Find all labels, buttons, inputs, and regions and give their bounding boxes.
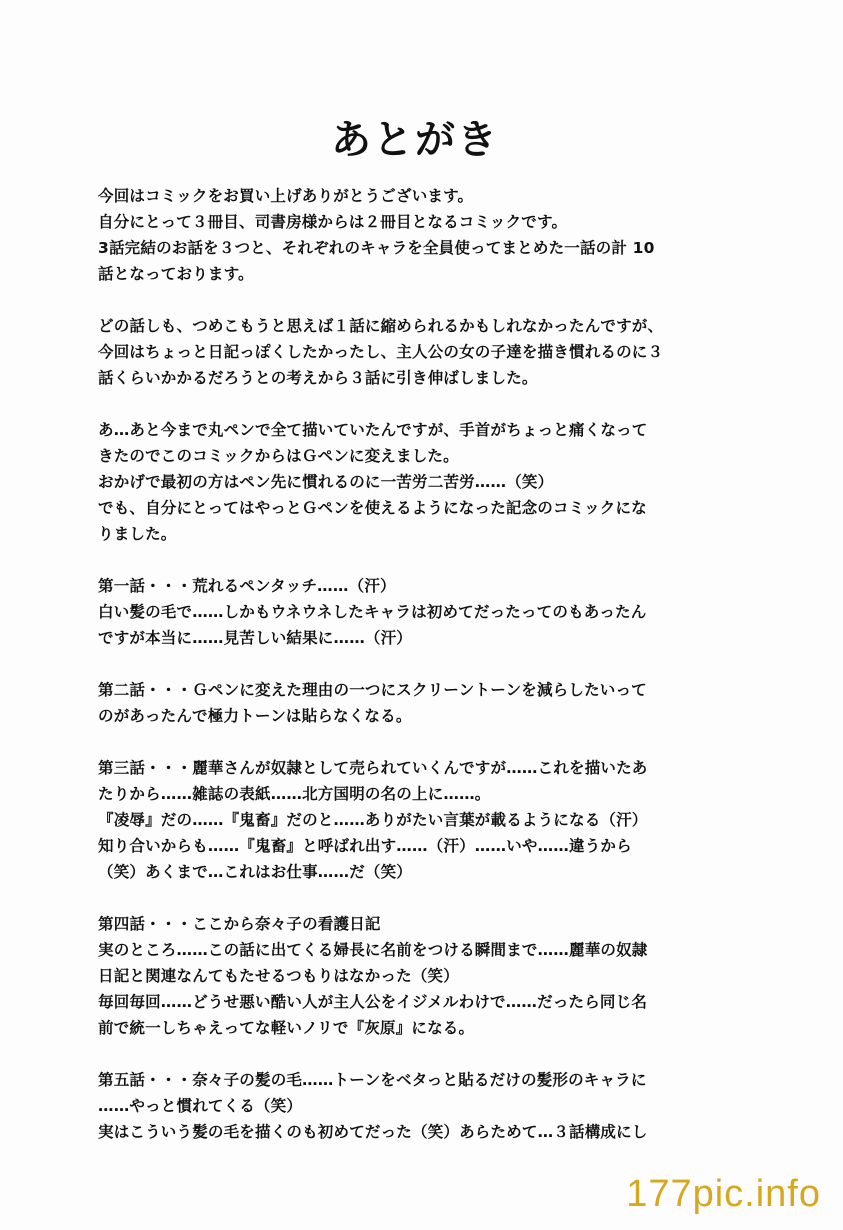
text-line: ……やっと慣れてくる（笑） [98, 1097, 303, 1115]
text-line: 第三話・・・麗華さんが奴隷として売られていくんですが……これを描いたあ [98, 759, 648, 777]
text-line: 第四話・・・ここから奈々子の看護日記 [98, 915, 381, 933]
paragraph-gap [98, 547, 738, 573]
text-line: 第一話・・・荒れるペンタッチ……（汗） [98, 577, 396, 595]
text-line: でも、自分にとってはやっとＧペンを使えるようになった記念のコミックにな [98, 499, 647, 517]
text-line: 知り合いからも……『鬼畜』と呼ばれ出す……（汗）……いや……違うから [98, 837, 632, 855]
text-line: 自分にとって３冊目、司書房様からは２冊目となるコミックです。 [98, 213, 568, 231]
text-line: 白い髪の毛で……しかもウネウネしたキャラは初めてだったってのもあったん [98, 603, 647, 621]
text-line: 日記と関連なんてもたせるつもりはなかった（笑） [98, 967, 459, 985]
paragraph-gap [98, 885, 738, 911]
text-line: あ…あと今まで丸ペンで全て描いていたんですが、手首がちょっと痛くなって [98, 421, 648, 439]
text-line: 毎回毎回……どうせ悪い酷い人が主人公をイジメルわけで……だったら同じ名 [98, 993, 648, 1011]
text-line: 話となっております。 [98, 265, 254, 283]
text-line: おかげで最初の方はペン先に慣れるのに一苦労二苦労……（笑） [98, 473, 554, 491]
afterword-body [98, 183, 738, 1145]
text-line: 実はこういう髪の毛を描くのも初めてだった（笑）あらためて…３話構成にし [98, 1123, 648, 1141]
paragraph-gap [98, 287, 738, 313]
site-watermark: 177pic.info [626, 1173, 821, 1215]
text-line: 前で統一しちゃえってな軽いノリで『灰原』になる。 [98, 1019, 475, 1037]
text-line: （笑）あくまで…これはお仕事……だ（笑） [98, 863, 413, 881]
text-line: 『凌辱』だの……『鬼畜』だのと……ありがたい言葉が載るようになる（汗） [98, 811, 648, 829]
text-line: どの話しも、つめこもうと思えば１話に縮められるかもしれなかったんですが、 [98, 317, 664, 335]
paragraph-gap [98, 729, 738, 755]
text-line: 話くらいかかるだろうとの考えから３話に引き伸ばしました。 [98, 369, 538, 387]
text-line: のがあったんで極力トーンは貼らなくなる。 [98, 707, 412, 725]
text-line: 今回はちょっと日記っぽくしたかったし、主人公の女の子達を描き慣れるのに３ [98, 343, 664, 361]
text-line: 第二話・・・Ｇペンに変えた理由の一つにスクリーントーンを減らしたいって [98, 681, 647, 699]
text-line: 3話完結のお話を３つと、それぞれのキャラを全員使ってまとめた一話の計 10 [98, 239, 655, 257]
text-line: 今回はコミックをお買い上げありがとうございます。 [98, 187, 474, 205]
text-line: たりから……雑誌の表紙……北方国明の名の上に……。 [98, 785, 491, 803]
paragraph-gap [98, 391, 738, 417]
text-line: 第五話・・・奈々子の髪の毛……トーンをベタっと貼るだけの髪形のキャラに [98, 1071, 647, 1089]
page-title: あとがき [331, 117, 499, 163]
paragraph-gap [98, 651, 738, 677]
text-line: ですが本当に……見苦しい結果に……（汗） [98, 629, 413, 647]
paragraph-gap [98, 1041, 738, 1067]
text-line: きたのでこのコミックからはＧペンに変えました。 [98, 447, 459, 465]
text-line: 実のところ……この話に出てくる婦長に名前をつける瞬間まで……麗華の奴隷 [98, 941, 648, 959]
text-line: りました。 [98, 525, 177, 543]
